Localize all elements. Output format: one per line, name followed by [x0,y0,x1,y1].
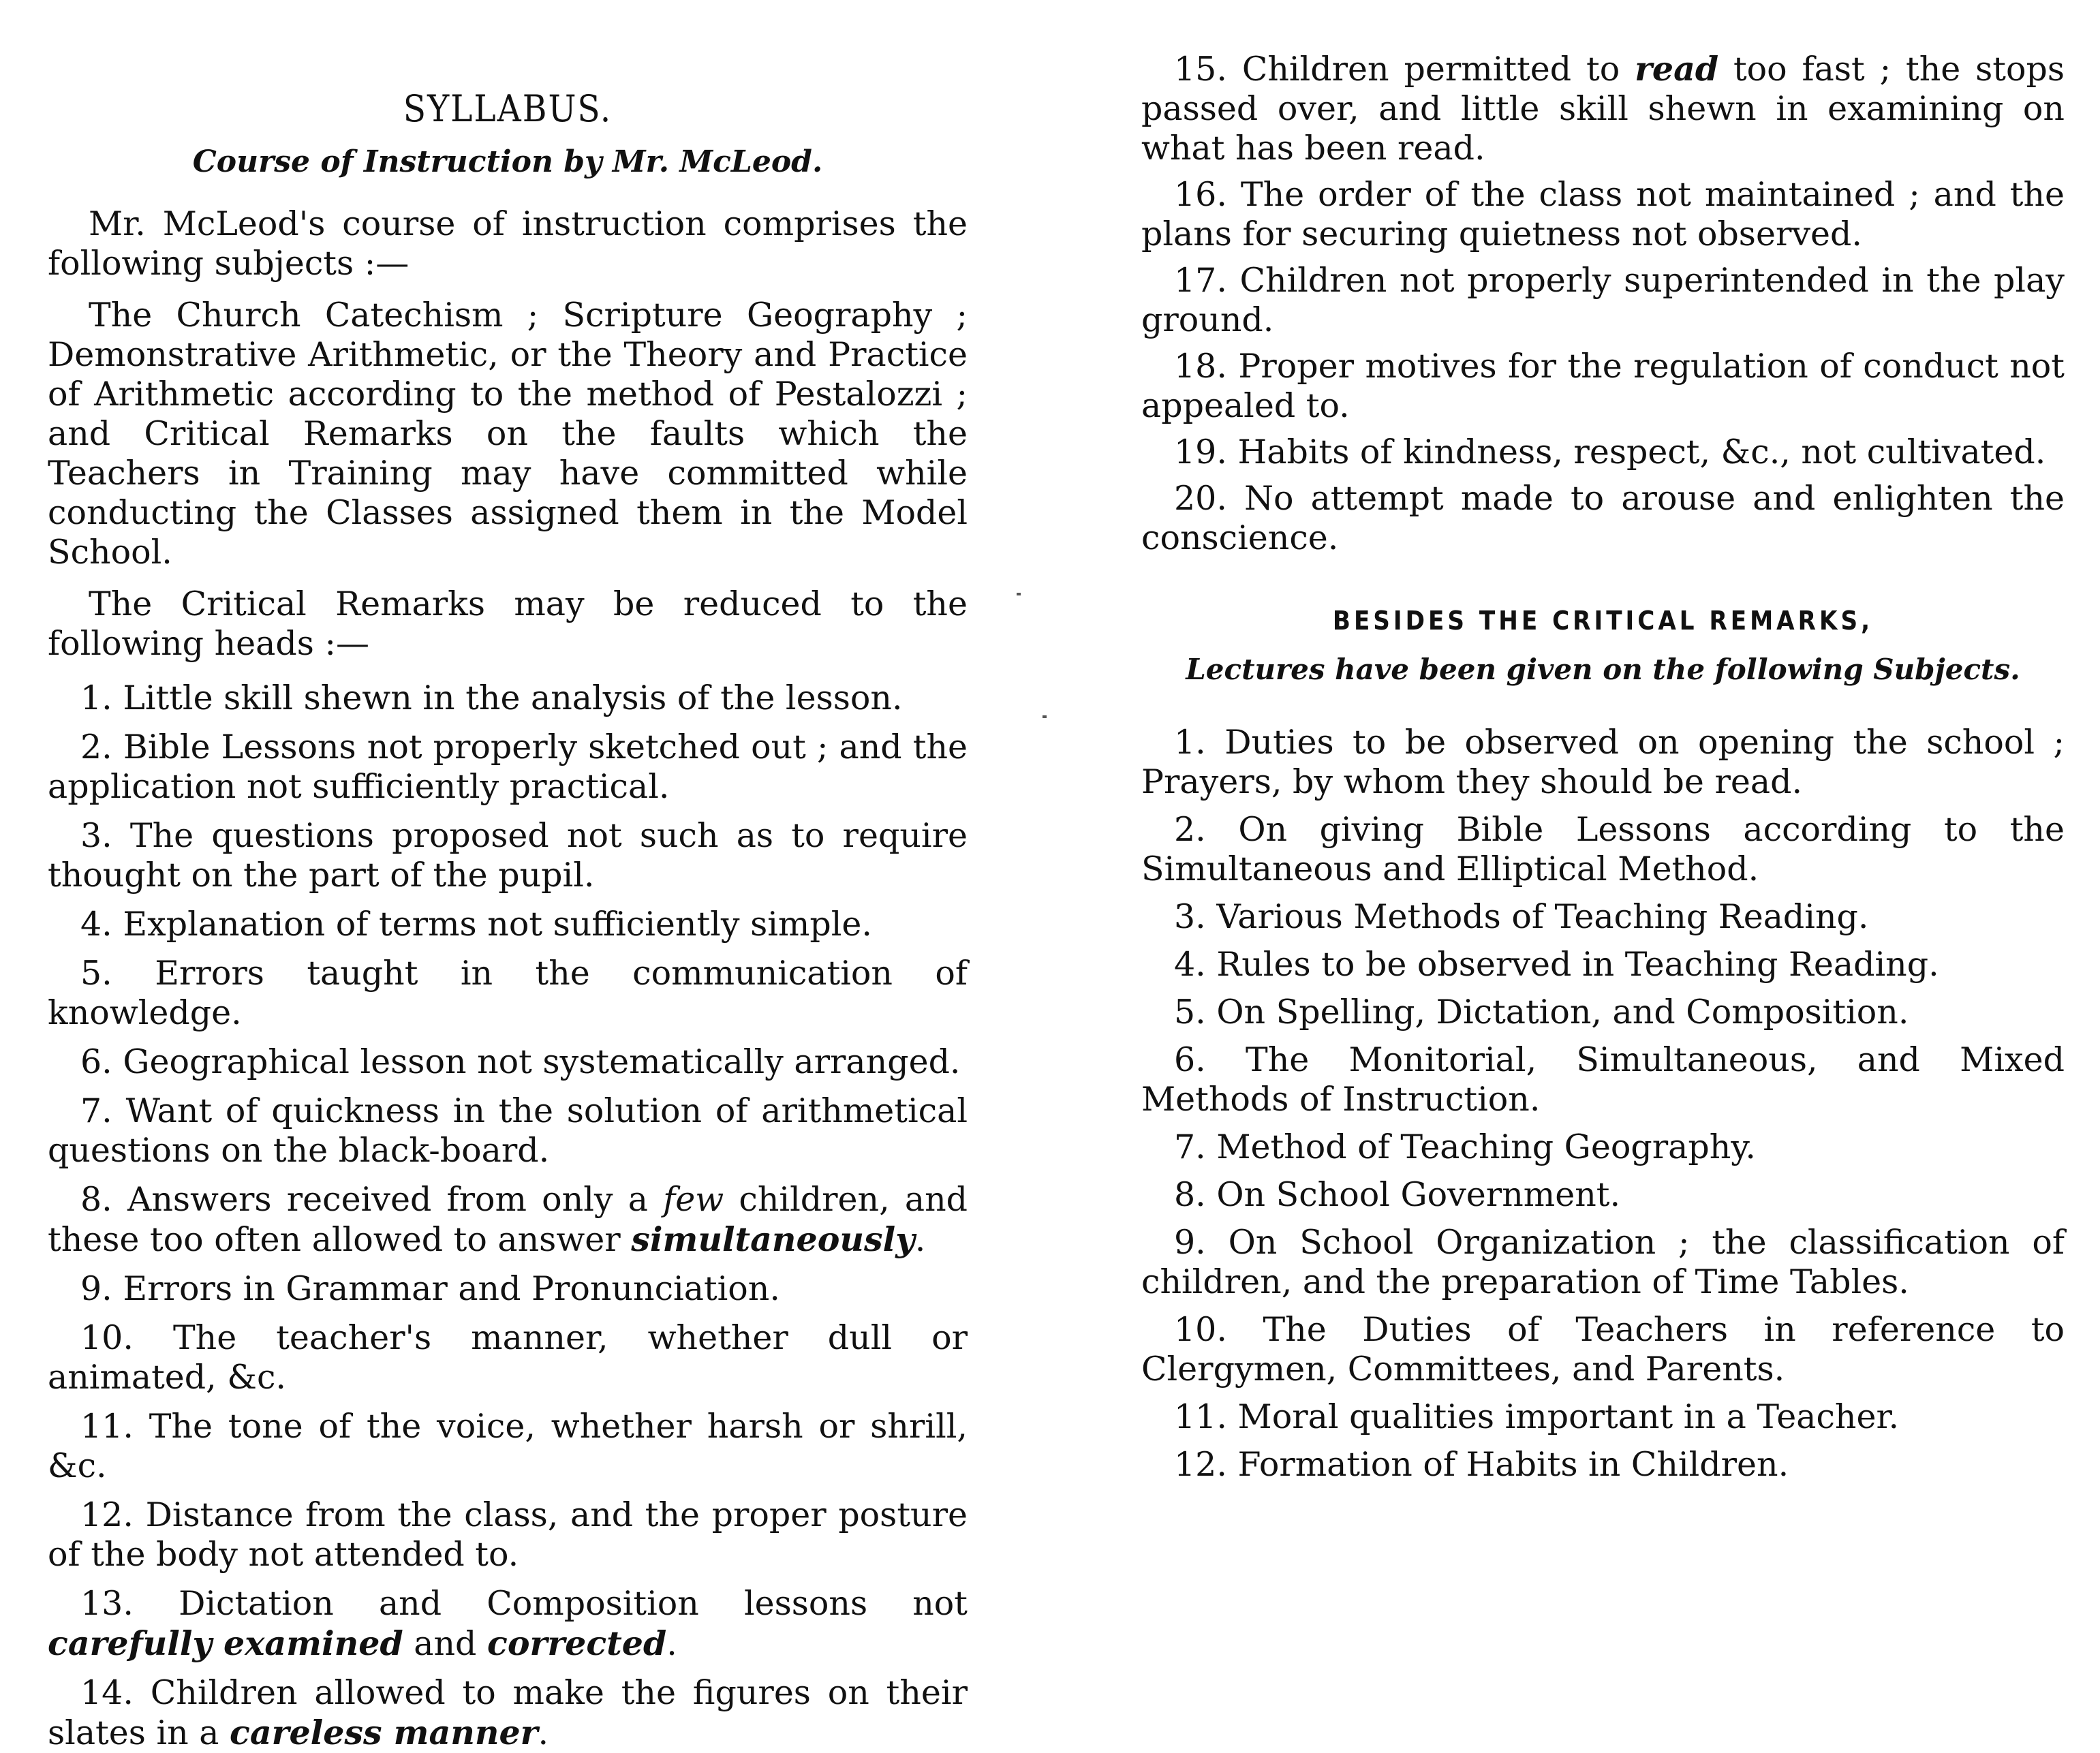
item-number: 16. [1174,175,1227,214]
list-item [48,1407,968,1486]
list-item [48,816,968,895]
item-text: Errors in Grammar and Pronunciation. [123,1269,780,1308]
list-item [48,679,968,718]
list-item [48,1091,968,1170]
item-text: The questions proposed not such as to require thought on the part of the pupil. [48,816,968,895]
item-text: The order of the class not maintained ; and the plans for securing quietness not observed. [1141,175,2065,253]
item-text: On giving Bible Lessons according to the Simultaneous and Elliptical Method. [1141,810,2065,888]
item-text: Distance from the class, and the proper posture of the body not attended to. [48,1495,968,1574]
lectures-list [1141,723,2065,1485]
item-emphasis: simultaneously [631,1220,915,1259]
item-text: Answers received from only a [127,1180,664,1219]
list-item [1141,1310,2065,1389]
right-column [1141,0,2065,1485]
item-number: 5. [1174,993,1206,1031]
item-number: 13. [80,1584,134,1623]
item-number: 11. [80,1407,134,1446]
list-item [1141,723,2065,802]
section-subheading: Lectures have been given on the following Subjects. [1186,653,2020,686]
item-text: Explanation of terms not sufficiently simple. [123,905,872,944]
item-number: 2. [80,728,112,766]
list-item [48,1318,968,1397]
item-text: Children allowed to make the figures on their slates in a [48,1673,968,1752]
item-number: 7. [1174,1128,1206,1166]
item-number: 20. [1174,479,1227,518]
item-number: 7. [80,1091,112,1130]
item-text: Moral qualities important in a Teacher. [1237,1397,1900,1436]
item-number: 17. [1174,261,1227,300]
item-text: Children not properly superintended in the play ground. [1141,261,2065,339]
item-text: Bible Lessons not properly sketched out ; and the application not sufficiently practical. [48,728,968,806]
item-number: 9. [1174,1223,1206,1262]
list-item [1141,810,2065,889]
scan-speck [1043,715,1047,718]
item-number: 18. [1174,347,1227,386]
list-item [1141,261,2065,340]
item-text: Dictation and Composition lessons not [179,1584,968,1623]
list-item [1141,347,2065,426]
list-item [48,728,968,807]
list-item [1141,479,2065,558]
intro-paragraph-3: The Critical Remarks may be reduced to the following heads :— [48,585,968,663]
item-number: 1. [80,679,112,717]
item-number: 2. [1174,810,1206,849]
item-text: The Monitorial, Simultaneous, and Mixed Methods of Instruction. [1141,1040,2065,1119]
item-emphasis: carefully examined [48,1624,403,1663]
item-number: 9. [80,1269,112,1308]
item-number: 10. [80,1318,134,1357]
item-text: On Spelling, Dictation, and Composition. [1216,993,1909,1031]
item-text: The tone of the voice, whether harsh or shrill, &c. [48,1407,968,1485]
list-item [48,1495,968,1574]
item-text: and [403,1624,487,1663]
list-item [1141,993,2065,1032]
list-item [1141,1445,2065,1485]
item-text: On School Organization ; the classification of children, and the preparation of Time Tables. [1141,1223,2065,1301]
item-emphasis: read [1635,49,1719,89]
item-number: 19. [1174,433,1227,471]
item-text: . [538,1713,549,1752]
list-item [1141,945,2065,984]
item-text: Duties to be observed on opening the school ; Prayers, by whom they should be read. [1141,723,2065,801]
scan-speck [1017,593,1021,595]
item-text: Rules to be observed in Teaching Reading. [1216,945,1939,984]
item-text: Children permitted to [1241,50,1635,89]
critical-remarks-list-continued [1141,49,2065,558]
list-item [1141,1223,2065,1302]
item-text: Want of quickness in the solution of arithmetical questions on the black-board. [48,1091,968,1170]
intro-paragraph-1: Mr. McLeod's course of instruction comprises the following subjects :— [48,204,968,283]
item-number: 8. [1174,1175,1206,1214]
list-item [48,1269,968,1309]
item-text: Habits of kindness, respect, &c., not cultivated. [1237,433,2046,471]
item-number: 1. [1174,723,1206,762]
critical-remarks-list [48,679,968,1753]
item-text: . [666,1624,677,1663]
item-text: Errors taught in the communication of knowledge. [48,954,968,1032]
page-subtitle: Course of Instruction by Mr. McLeod. [192,144,823,179]
section-heading: BESIDES THE CRITICAL REMARKS, [1332,606,1874,636]
item-number: 10. [1174,1310,1227,1349]
item-text: No attempt made to arouse and enlighten the conscience. [1141,479,2065,557]
item-number: 4. [80,905,112,944]
left-column [48,0,968,1753]
item-number: 15. [1174,50,1227,89]
page-title: SYLLABUS. [403,87,613,130]
list-item [48,954,968,1033]
list-item [1141,1397,2065,1437]
item-number: 11. [1174,1397,1227,1436]
item-text: The Duties of Teachers in reference to Clergymen, Committees, and Parents. [1141,1310,2065,1389]
item-text: Proper motives for the regulation of conduct not appealed to. [1141,347,2065,425]
item-emphasis: careless manner [230,1713,538,1752]
item-emphasis: few [663,1180,724,1219]
item-text: . [914,1220,926,1259]
item-number: 6. [1174,1040,1206,1079]
item-number: 14. [80,1673,134,1712]
item-number: 6. [80,1042,112,1081]
item-text: Formation of Habits in Children. [1237,1445,1789,1484]
item-number: 12. [1174,1445,1227,1484]
list-item [48,905,968,944]
item-text: Little skill shewn in the analysis of the lesson. [123,679,903,717]
item-text: The teacher's manner, whether dull or animated, &c. [48,1318,968,1397]
list-item [1141,1040,2065,1119]
item-text: On School Government. [1216,1175,1621,1214]
list-item [48,1673,968,1753]
list-item [48,1584,968,1664]
item-number: 3. [80,816,112,855]
item-text: Geographical lesson not systematically arranged. [123,1042,961,1081]
item-text: Method of Teaching Geography. [1216,1128,1756,1166]
item-text: too fast ; the stops passed over, and little skill shewn in examining on what has been read. [1141,50,2065,168]
list-item [1141,1175,2065,1215]
item-number: 4. [1174,945,1206,984]
list-item [48,1180,968,1260]
intro-paragraph-2: The Church Catechism ; Scripture Geography ; Demonstrative Arithmetic, or the Theory and Practice of Arithmetic according to the method of Pestalozzi ; and Critical Remarks on the faults which the Teachers in Training may have committed while conducting the Classes assigned them in the Model School. [48,296,968,572]
item-number: 12. [80,1495,134,1534]
item-text: Various Methods of Teaching Reading. [1216,897,1869,936]
list-item [1141,433,2065,472]
item-number: 5. [80,954,112,993]
item-text: children, and these too often allowed to answer [48,1180,968,1259]
list-item [1141,175,2065,254]
item-number: 3. [1174,897,1206,936]
list-item [1141,49,2065,168]
list-item [1141,897,2065,937]
list-item [1141,1128,2065,1167]
list-item [48,1042,968,1082]
item-emphasis: corrected [487,1624,667,1663]
item-number: 8. [80,1180,112,1219]
